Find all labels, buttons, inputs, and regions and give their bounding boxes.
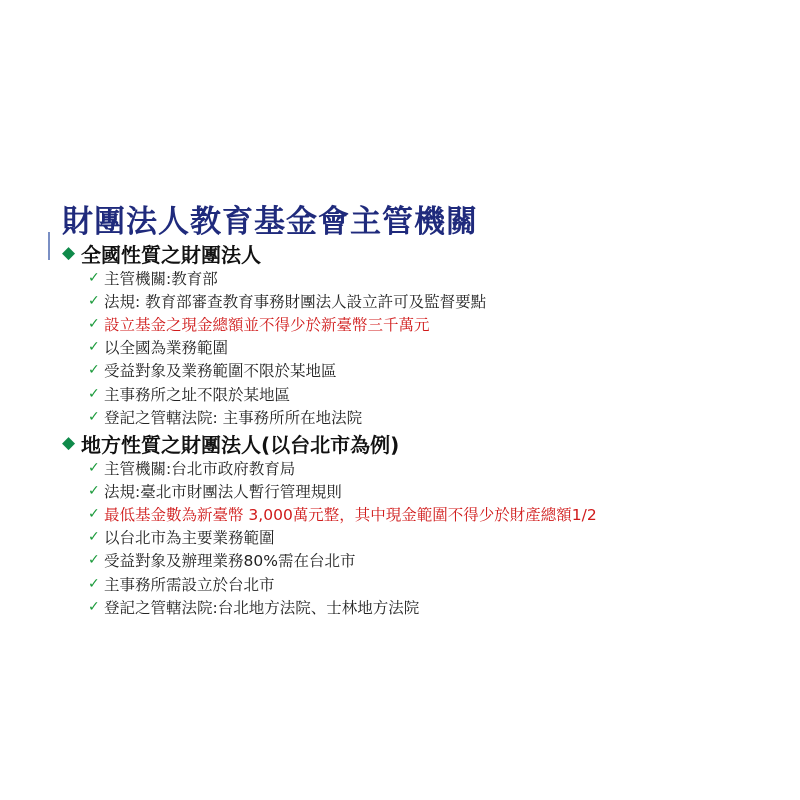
list-item: ✓ 受益對象及辦理業務80%需在台北市 xyxy=(88,552,356,571)
list-item-highlighted: ✓ 設立基金之現金總額並不得少於新臺幣三千萬元 xyxy=(88,315,430,334)
checkmark-icon: ✓ xyxy=(88,385,100,402)
list-item: ✓ 登記之管轄法院:台北地方法院、士林地方法院 xyxy=(88,598,420,617)
checkmark-icon: ✓ xyxy=(88,362,100,379)
section-heading xyxy=(62,430,782,456)
section-heading xyxy=(62,240,782,266)
checkmark-icon: ✓ xyxy=(88,482,100,499)
list-item: ✓ 法規:臺北市財團法人暫行管理規則 xyxy=(88,482,342,501)
checkmark-icon: ✓ xyxy=(88,408,100,425)
list-item-highlighted: ✓ 最低基金數為新臺幣 3,000萬元整，其中現金範圍不得少於財產總額1/2 xyxy=(88,505,597,524)
list-item: ✓ 以台北市為主要業務範圍 xyxy=(88,529,275,548)
checkmark-icon: ✓ xyxy=(88,552,100,569)
list-item: ✓ 受益對象及業務範圍不限於某地區 xyxy=(88,362,337,381)
checkmark-icon: ✓ xyxy=(88,292,100,309)
diamond-icon: ◆ xyxy=(62,243,76,263)
list-item: ✓ 以全國為業務範圍 xyxy=(88,339,229,358)
accent-bar xyxy=(48,232,50,260)
list-item: ✓ 登記之管轄法院: 主事務所所在地法院 xyxy=(88,408,363,427)
section-heading-text: 全國性質之財團法人 xyxy=(81,242,261,267)
section-heading-text: 地方性質之財團法人(以台北市為例) xyxy=(81,432,400,457)
list-item: ✓ 主事務所之址不限於某地區 xyxy=(88,385,291,404)
checkmark-icon: ✓ xyxy=(88,598,100,615)
checkmark-icon: ✓ xyxy=(88,459,100,476)
list-item: ✓ 主管機關:台北市政府教育局 xyxy=(88,459,296,478)
checkmark-icon: ✓ xyxy=(88,269,100,286)
list-item: ✓ 主管機關:教育部 xyxy=(88,269,218,288)
section-local xyxy=(62,430,782,618)
checkmark-icon: ✓ xyxy=(88,575,100,592)
item-list xyxy=(62,456,782,618)
slide-title: 財團法人教育基金會主管機關 xyxy=(62,204,478,240)
checkmark-icon: ✓ xyxy=(88,505,100,522)
checkmark-icon: ✓ xyxy=(88,339,100,356)
checkmark-icon: ✓ xyxy=(88,315,100,332)
diamond-icon: ◆ xyxy=(62,433,76,453)
list-item: ✓ 法規: 教育部審查教育事務財團法人設立許可及監督要點 xyxy=(88,292,487,311)
section-national xyxy=(62,240,782,428)
list-item: ✓ 主事務所需設立於台北市 xyxy=(88,575,275,594)
item-list xyxy=(62,266,782,428)
checkmark-icon: ✓ xyxy=(88,529,100,546)
